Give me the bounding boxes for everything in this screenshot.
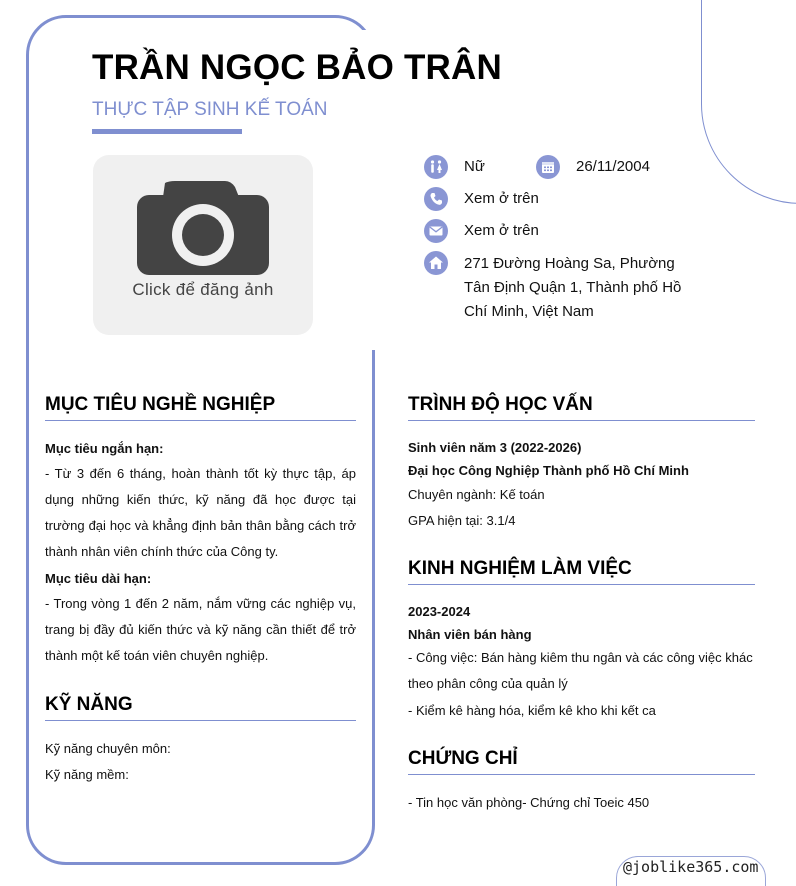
education-gpa[interactable]: GPA hiện tại: 3.1/4 [408,513,516,528]
experience-duty[interactable]: - Kiểm kê hàng hóa, kiểm kê kho khi kết ca [408,703,656,718]
email-icon [424,219,448,243]
certificate-item[interactable]: - Tin học văn phòng- Chứng chỉ Toeic 450 [408,795,650,810]
calendar-icon [536,155,560,179]
candidate-name[interactable]: TRẦN NGỌC BẢO TRÂN [92,48,502,87]
corner-decoration [701,0,796,204]
camera-icon [93,155,313,335]
soft-skills[interactable]: Kỹ năng mềm: [45,767,129,782]
home-icon [424,251,448,275]
watermark: @joblike365.com [623,858,759,876]
long-term-text[interactable]: - Trong vòng 1 đến 2 năm, nắm vững các nghiệp vụ, trang bị đầy đủ kiến thức và kỹ năng cần thiết để trở thành một kế toán viên chuyên nghiệp. [45,596,356,663]
experience-position[interactable]: Nhân viên bán hàng [408,627,532,642]
career-objective-title[interactable]: MỤC TIÊU NGHỀ NGHIỆP [45,394,276,415]
gender-icon [424,155,448,179]
section-divider [408,420,755,421]
gender-value[interactable]: Nữ [464,158,485,175]
photo-caption: Click để đăng ảnh [132,280,274,299]
short-term-text[interactable]: - Từ 3 đến 6 tháng, hoàn thành tốt kỳ thực tập, áp dụng những kiến thức, kỹ năng đã học được tại trường đại học và khẳng định bản thân bằng cách trở thành nhân viên chính thức của Công ty. [45,466,356,559]
section-divider [408,584,755,585]
section-divider [45,420,356,421]
left-column-frame [26,15,375,865]
experience-period[interactable]: 2023-2024 [408,604,471,619]
job-title[interactable]: THỰC TẬP SINH KẾ TOÁN [92,99,328,120]
education-year[interactable]: Sinh viên năm 3 (2022-2026) [408,440,582,455]
experience-title[interactable]: KINH NGHIỆM LÀM VIỆC [408,558,632,579]
certificates-title[interactable]: CHỨNG CHỈ [408,748,518,769]
experience-duty[interactable]: - Công việc: Bán hàng kiêm thu ngân và các công việc khác theo phân công của quản lý [408,650,753,691]
long-term-label[interactable]: Mục tiêu dài hạn: [45,571,152,586]
birthdate-value[interactable]: 26/11/2004 [576,158,650,175]
skills-title[interactable]: KỸ NĂNG [45,694,133,715]
short-term-label[interactable]: Mục tiêu ngắn hạn: [45,441,164,456]
photo-upload[interactable] [93,155,313,335]
professional-skills[interactable]: Kỹ năng chuyên môn: [45,741,171,756]
section-divider [408,774,755,775]
education-school[interactable]: Đại học Công Nghiệp Thành phố Hồ Chí Minh [408,463,689,478]
address-value[interactable]: 271 Đường Hoàng Sa, Phường Tân Định Quận 1, Thành phố Hồ Chí Minh, Việt Nam [464,255,682,320]
education-major[interactable]: Chuyên ngành: Kế toán [408,487,545,502]
phone-value[interactable]: Xem ở trên [464,190,539,207]
education-title[interactable]: TRÌNH ĐỘ HỌC VẤN [408,394,593,415]
section-divider [45,720,356,721]
email-value[interactable]: Xem ở trên [464,222,539,239]
title-underline [92,129,242,134]
phone-icon [424,187,448,211]
